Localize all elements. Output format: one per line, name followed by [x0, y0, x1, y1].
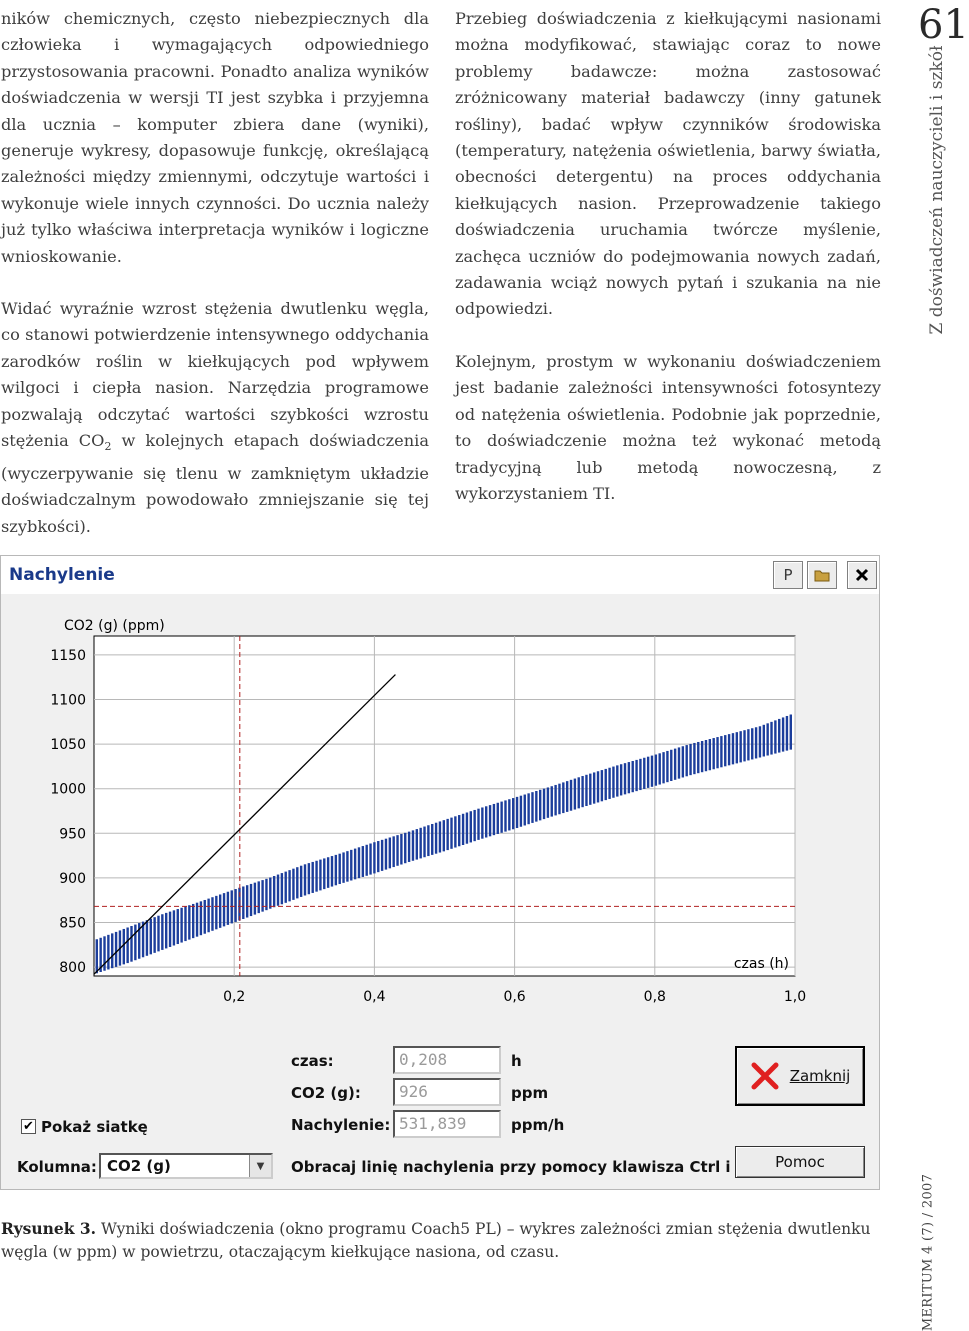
time-field[interactable]: 0,208: [393, 1046, 501, 1074]
paragraph: Przebieg doświadczenia z kiełkującymi nasionami można modyfikować, stawiając coraz to nowe problemy badawcze: można zastosować zróżnicowany materiał badawczy (inny gatunek rośliny), badać wpływ czynników środowiska (temperatury, natężenia oświetlenia, barwy światła, obecności detergentu) na proces oddychania kiełkujących nasion. Przeprowadzenie takiego doświadczenia uruchamia twórcze myślenie, zachęca uczniów do podejmowania nowych zadań, zadawania wciąż nowych pytań i szukania na nie odpowiedzi.: [455, 9, 881, 319]
chevron-down-icon[interactable]: ▼: [249, 1155, 271, 1177]
page-number: 61: [918, 2, 969, 48]
caption-text: Wyniki doświadczenia (okno programu Coach5 PL) – wykres zależności zmian stężenia dwutlenku węgla (w ppm) w powietrzu, otaczającym kiełkujące nasiona, od czasu.: [1, 1220, 871, 1261]
plot-area: [94, 636, 795, 976]
y-tick-label: 1100: [50, 692, 86, 709]
y-tick-label: 1000: [50, 781, 86, 798]
y-tick-label: 850: [59, 915, 86, 932]
folder-icon: [814, 568, 830, 582]
y-tick-label: 1150: [50, 647, 86, 664]
paragraph: [1, 296, 429, 540]
paragraph: ników chemicznych, często niebezpiecznych dla człowieka i wymagających odpowiedniego przystosowania pracowni. Ponadto analiza wyników doświadczenia w wersji TI jest szybka i przyjemna dla ucznia – komputer zbiera dane (wyniki), generuje wykresy, dopasowuje funkcję, określającą zależności między zmiennymi, odczytuje wartości i wykonuje wiele innych czynności. Do ucznia należy już tylko właściwa interpretacja wyników i logiczne wnioskowanie.: [1, 9, 429, 266]
figure-caption: [1, 1217, 881, 1264]
close-button[interactable]: [735, 1046, 865, 1106]
left-text-column: [1, 6, 429, 540]
x-tick-label: 0,6: [503, 989, 526, 1005]
window-title: Nachylenie: [9, 565, 115, 585]
y-tick-label: 1050: [50, 737, 86, 754]
help-button[interactable]: Pomoc: [735, 1146, 865, 1178]
y-tick-label: 800: [59, 960, 86, 977]
close-window-button[interactable]: [847, 561, 877, 589]
text-run: Widać wyraźnie wzrost stężenia dwutlenku węgla, co stanowi potwierdzenie intensywnego oddychania zarodków roślin w kiełkujących pod wpływem wilgoci i ciepła nasion. Narzędzia programowe pozwalają odczytać wartości szybkości wzrostu stężenia CO: [1, 299, 429, 451]
chart-area[interactable]: [9, 604, 873, 1016]
column-select[interactable]: [99, 1153, 273, 1179]
show-grid-label: Pokaż siatkę: [41, 1118, 148, 1136]
show-grid-checkbox[interactable]: ✔: [21, 1119, 36, 1134]
text-run: w kolejnych etapach doświadczenia (wyczerpywanie się tlenu w zamkniętym układzie doświadczalnym powodowało zmniejszanie się tej szybkości).: [1, 431, 429, 536]
x-tick-label: 0,8: [643, 989, 666, 1005]
caption-label: Rysunek 3.: [1, 1219, 97, 1238]
red-x-icon: [750, 1061, 780, 1091]
journal-issue: MERITUM 4 (7) / 2007: [920, 1173, 936, 1331]
y-axis-label: CO2 (g) (ppm): [64, 618, 165, 634]
x-tick-label: 1,0: [783, 989, 807, 1005]
time-unit: h: [511, 1052, 522, 1070]
program-window: [0, 555, 880, 1190]
slope-label: Nachylenie:: [291, 1116, 391, 1134]
title-bar: [1, 556, 879, 594]
y-tick-label: 900: [59, 870, 86, 887]
co2-unit: ppm: [511, 1084, 549, 1102]
section-heading: Z doświadczeń nauczycieli i szkół: [927, 45, 947, 335]
slope-field[interactable]: 531,839: [393, 1110, 501, 1138]
paragraph: Kolejnym, prostym w wykonaniu doświadczeniem jest badanie zależności intensywności fotosyntezy od natężenia oświetlenia. Podobnie jak poprzednie, to doświadczenie można też wykonać metodą tradycyjną lub metodą nowoczesną, z wykorzystaniem TI.: [455, 351, 881, 503]
column-select-value: CO2 (g): [107, 1157, 171, 1175]
subscript: 2: [104, 440, 112, 454]
print-button[interactable]: P: [773, 561, 803, 589]
x-axis-label: czas (h): [733, 956, 789, 972]
x-tick-label: 0,2: [223, 989, 246, 1005]
co2-label: CO2 (g):: [291, 1084, 361, 1102]
co2-field[interactable]: 926: [393, 1078, 501, 1106]
co2-chart: [9, 604, 873, 1016]
rotate-hint: Obracaj linię nachylenia przy pomocy klawisza Ctrl i: [291, 1158, 731, 1176]
y-tick-label: 950: [59, 826, 86, 843]
folder-button[interactable]: [807, 561, 837, 589]
x-tick-label: 0,4: [363, 989, 386, 1005]
column-label: Kolumna:: [17, 1158, 97, 1176]
slope-unit: ppm/h: [511, 1116, 565, 1134]
time-label: czas:: [291, 1052, 334, 1070]
right-text-column: [455, 6, 881, 507]
close-button-label: Zamknij: [789, 1067, 851, 1085]
close-icon: [855, 568, 869, 582]
